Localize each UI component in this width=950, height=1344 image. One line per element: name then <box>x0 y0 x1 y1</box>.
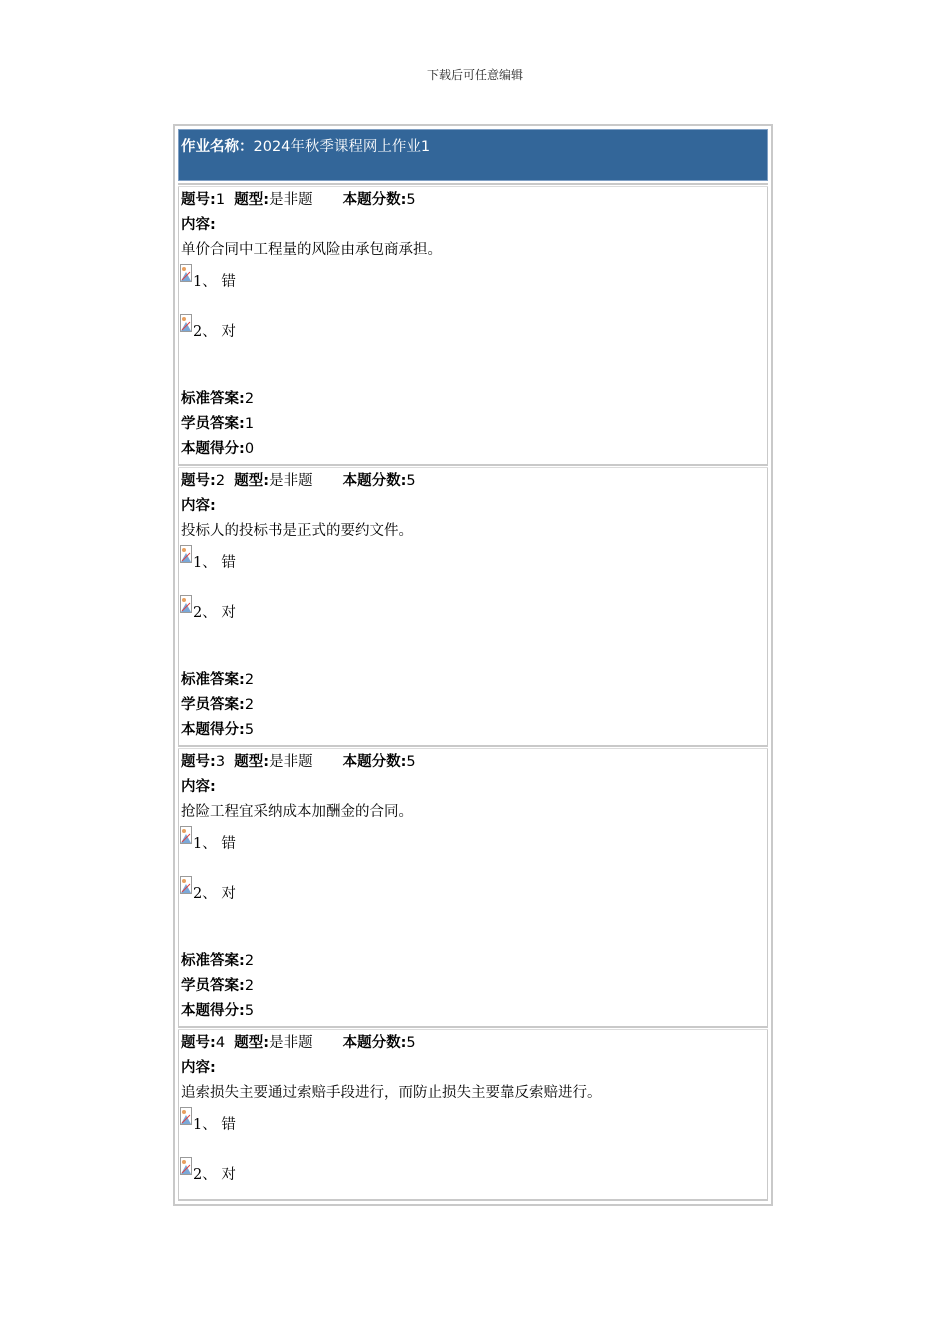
earned-score: 本题得分:0 <box>181 441 255 457</box>
earned-score: 本题得分:5 <box>181 1003 255 1019</box>
question-content: 追索损失主要通过索赔手段进行，而防止损失主要靠反索赔进行。 <box>181 1085 602 1101</box>
qnum-value: 1 <box>215 192 226 208</box>
content-label: 内容: <box>181 779 216 795</box>
question-content: 单价合同中工程量的风险由承包商承担。 <box>181 242 442 258</box>
broken-image-icon <box>180 1157 192 1175</box>
content-label: 内容: <box>181 217 216 233</box>
std-answer: 标准答案:2 <box>181 391 255 407</box>
broken-image-icon <box>180 264 192 282</box>
qnum-label: 题号: <box>181 192 216 208</box>
student-answer: 学员答案:1 <box>181 416 255 432</box>
question-block-1 <box>178 187 768 464</box>
student-answer: 学员答案:2 <box>181 978 255 994</box>
broken-image-icon <box>180 545 192 563</box>
option-label: 1、 错 <box>193 555 236 571</box>
earned-score: 本题得分:5 <box>181 722 255 738</box>
option-label: 1、 错 <box>193 1117 236 1133</box>
content-label: 内容: <box>181 498 216 514</box>
assignment-title-bar <box>178 129 768 181</box>
std-answer: 标准答案:2 <box>181 672 255 688</box>
student-answer: 学员答案:2 <box>181 697 255 713</box>
assignment-panel <box>173 124 773 1206</box>
option-label: 2、 对 <box>193 324 236 340</box>
score-value: 5 <box>406 192 416 208</box>
broken-image-icon <box>180 826 192 844</box>
question-meta: 题号:3 题型:是非题 本题分数:5 <box>181 754 416 770</box>
question-meta <box>181 191 416 209</box>
question-block-3 <box>178 749 768 1026</box>
std-answer: 标准答案:2 <box>181 953 255 969</box>
score-label: 本题分数: <box>342 192 407 208</box>
option-label: 2、 对 <box>193 1167 236 1183</box>
qtype-value: 是非题 <box>269 192 313 208</box>
question-block-4 <box>178 1030 768 1201</box>
content-label: 内容: <box>181 1060 216 1076</box>
option-label: 1、 错 <box>193 836 236 852</box>
bottom-divider <box>178 1199 768 1201</box>
question-block-2 <box>178 468 768 745</box>
question-content: 投标人的投标书是正式的要约文件。 <box>181 523 413 539</box>
qtype-label: 题型: <box>234 192 270 208</box>
page-header: 下载后可任意编辑 <box>426 68 523 82</box>
broken-image-icon <box>180 595 192 613</box>
broken-image-icon <box>180 876 192 894</box>
option-label: 2、 对 <box>193 886 236 902</box>
question-content: 抢险工程宜采纳成本加酬金的合同。 <box>181 804 413 820</box>
assignment-name-label: 作业名称： <box>181 139 254 155</box>
broken-image-icon <box>180 1107 192 1125</box>
broken-image-icon <box>180 314 192 332</box>
question-meta: 题号:4 题型:是非题 本题分数:5 <box>181 1035 416 1051</box>
question-meta: 题号:2 题型:是非题 本题分数:5 <box>181 473 416 489</box>
option-label: 1、 错 <box>193 274 236 290</box>
option-label: 2、 对 <box>193 605 236 621</box>
assignment-name-value: 2024年秋季课程网上作业1 <box>253 139 431 155</box>
